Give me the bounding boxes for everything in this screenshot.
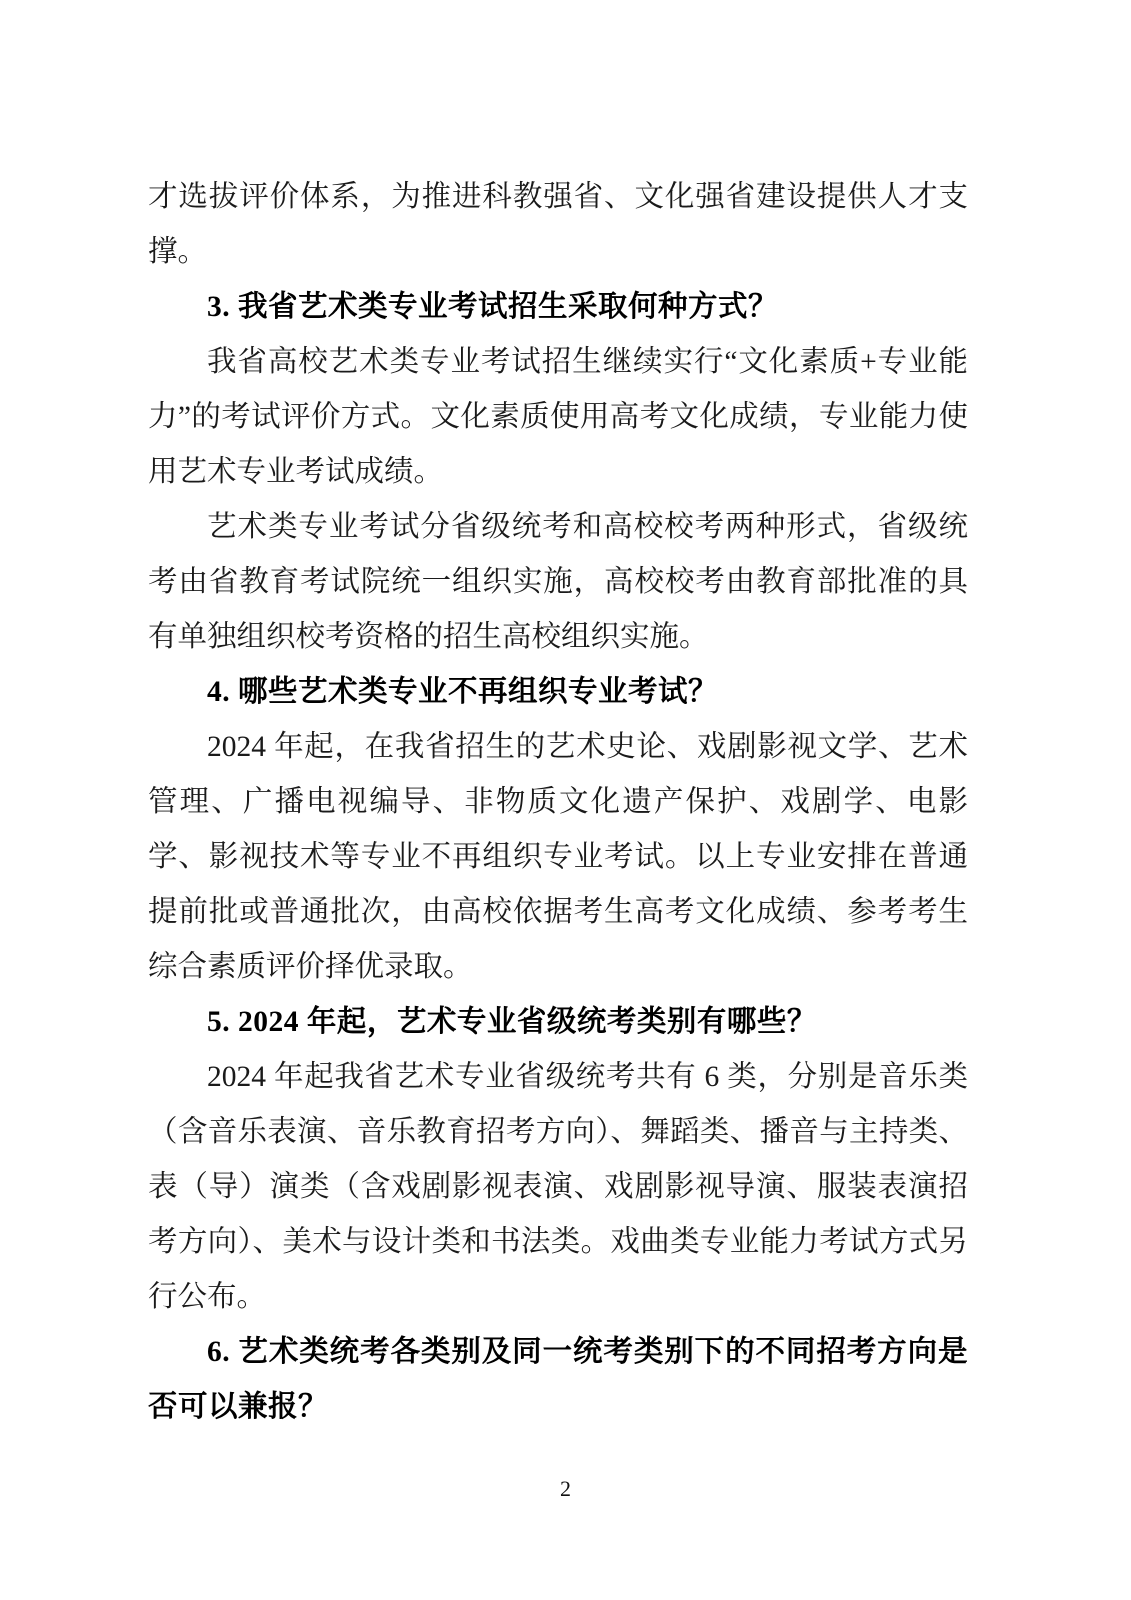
question-3-answer-paragraph-2: 艺术类专业考试分省级统考和高校校考两种形式，省级统考由省教育考试院统一组织实施，高校校考由教育部批准的具有单独组织校考资格的招生高校组织实施。 xyxy=(148,511,968,653)
question-5-answer-paragraph: 2024 年起我省艺术专业省级统考共有 6 类，分别是音乐类（含音乐表演、音乐教育招考方向）、舞蹈类、播音与主持类、表（导）演类（含戏剧影视表演、戏剧影视导演、服装表演招考方向）、美术与设计类和书法类。戏曲类专业能力考试方式另行公布。 xyxy=(148,1061,968,1313)
question-6-heading: 6. 艺术类统考各类别及同一统考类别下的不同招考方向是否可以兼报？ xyxy=(148,1336,968,1423)
paragraph-continuation: 才选拔评价体系，为推进科教强省、文化强省建设提供人才支撑。 xyxy=(148,181,968,268)
question-3-heading: 3. 我省艺术类专业考试招生采取何种方式？ xyxy=(207,291,779,323)
page-number: 2 xyxy=(560,1476,571,1501)
document-body xyxy=(148,170,968,1435)
question-4-heading: 4. 哪些艺术类专业不再组织专业考试？ xyxy=(207,676,719,708)
question-4-answer-paragraph: 2024 年起，在我省招生的艺术史论、戏剧影视文学、艺术管理、广播电视编导、非物质文化遗产保护、戏剧学、电影学、影视技术等专业不再组织专业考试。以上专业安排在普通提前批或普通批次，由高校依据考生高考文化成绩、参考考生综合素质评价择优录取。 xyxy=(148,731,968,983)
question-3-answer-paragraph-1: 我省高校艺术类专业考试招生继续实行“文化素质+专业能力”的考试评价方式。文化素质使用高考文化成绩，专业能力使用艺术专业考试成绩。 xyxy=(148,346,968,488)
question-5-heading: 5. 2024 年起，艺术专业省级统考类别有哪些？ xyxy=(207,1006,817,1038)
